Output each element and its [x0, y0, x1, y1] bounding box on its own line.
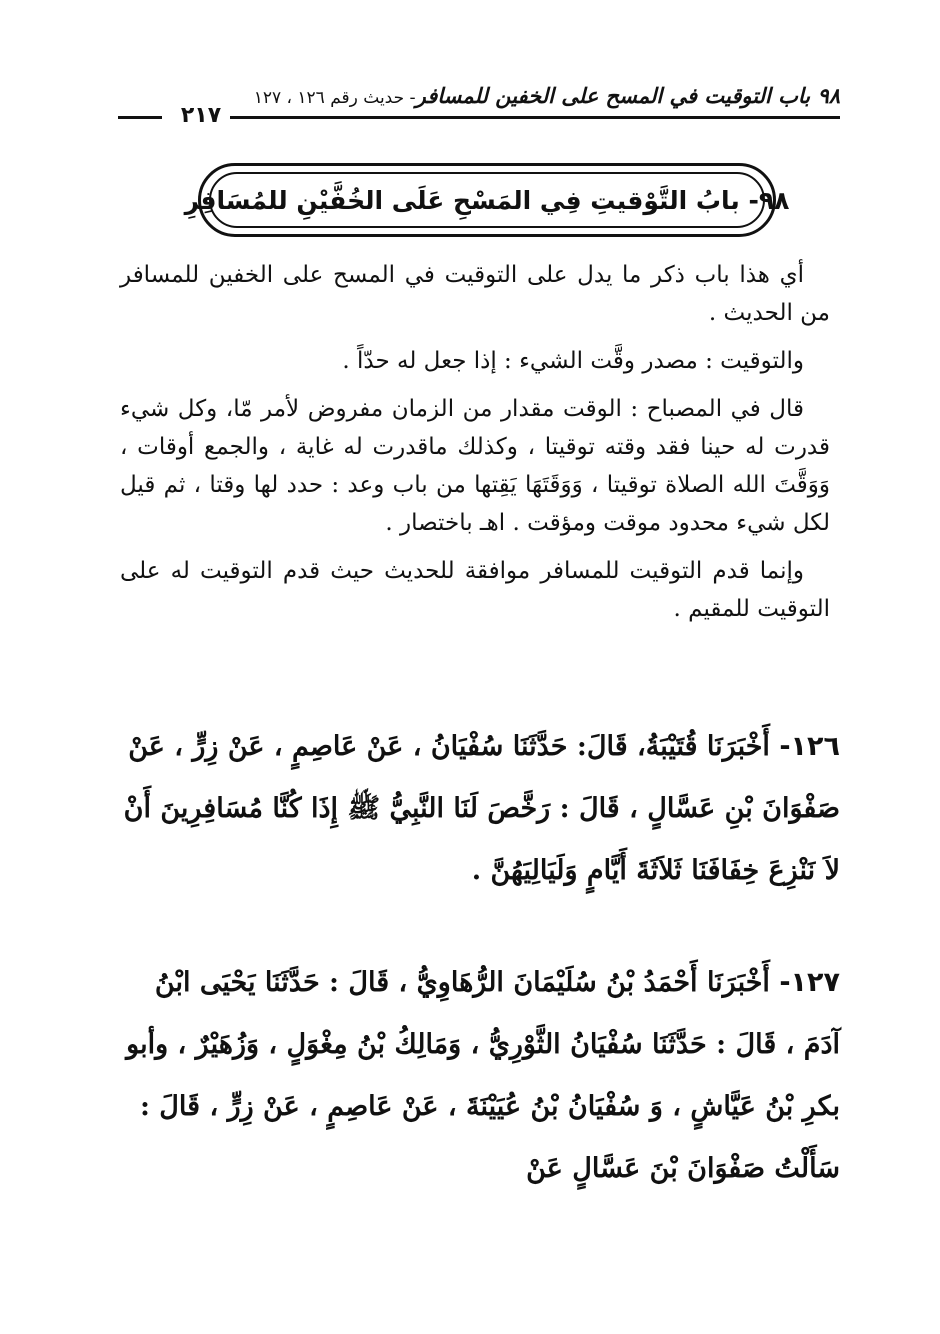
chapter-title: ٩٨- بابُ التَّوْقيتِ فِي المَسْحِ عَلَى الخُفَّيْنِ للمُسَافِرِ: [209, 172, 765, 228]
header-rule: [230, 116, 840, 119]
hadith-text: أَخْبَرَنَا قُتَيْبَةُ، قَالَ: حَدَّثَنَا سُفْيَانُ ، عَنْ عَاصِمٍ ، عَنْ زِرٍّ ، عَنْ صَفْوَانَ بْنِ عَسَّالٍ ، قَالَ : رَخَّصَ لَنَا النَّبِيُّ ﷺ إِذَا كُنَّا مُسَافِرِينَ أَنْ لاَ نَنْزِعَ خِفَافَنَا ثَلاَثَةَ أَيَّامٍ وَلَيَالِيَهُنَّ .: [123, 731, 840, 886]
commentary-paragraph: قال في المصباح : الوقت مقدار من الزمان مفروض لأمر مّا، وكل شيء قدرت له حينا فقد وقته توقيتا ، وكذلك ماقدرت له غاية ، والجمع أوقات ، وَوَقَّتَ الله الصلاة توقيتا ، وَوَقَتَهَا يَقِتها من باب وعد : حدد لها وقتا ، ثم قيل لكل شيء محدود موقت ومؤقت . اهـ باختصار .: [120, 396, 830, 536]
header-rule-short: [118, 116, 162, 119]
chapter-title-box: [184, 163, 790, 237]
hadith-number: ١٢٦-: [779, 731, 840, 762]
hadith-number: ١٢٧-: [779, 967, 840, 998]
hadith-text: أَخْبَرَنَا أَحْمَدُ بْنُ سُلَيْمَانَ الرُّهَاوِيُّ ، قَالَ : حَدَّثَنَا يَحْيَى ابْنُ آدَمَ ، قَالَ : حَدَّثَنَا سُفْيَانُ الثَّوْرِيُّ ، وَمَالِكُ بْنُ مِغْوَلٍ ، وَزُهَيْرٌ ، وأبو بكرِ بْنُ عَيَّاشٍ ، وَ سُفْيَانُ بْنُ عُيَيْنَةَ ، عَنْ عَاصِمٍ ، عَنْ زِرٍّ ، قَالَ : سَأَلْتُ صَفْوَانَ بْنَ عَسَّالٍ عَنْ: [126, 967, 840, 1184]
hadith-126: [120, 716, 840, 902]
running-header-title: ٩٨ باب التوقيت في المسح على الخفين للمسافر: [415, 84, 840, 108]
commentary-section: [120, 256, 830, 628]
running-header-subtitle: - حديث رقم ١٢٦ ، ١٢٧: [253, 88, 416, 108]
commentary-paragraph: أي هذا باب ذكر ما يدل على التوقيت في المسح على الخفين للمسافر من الحديث .: [120, 262, 830, 326]
commentary-paragraph: والتوقيت : مصدر وقَّت الشيء : إذا جعل له حدّاً .: [342, 348, 804, 374]
commentary-paragraph: وإنما قدم التوقيت للمسافر موافقة للحديث حيث قدم التوقيت له على التوقيت للمقيم .: [120, 558, 830, 622]
hadith-127: [120, 952, 840, 1200]
running-header: [240, 76, 840, 116]
page-number: ٢١٧: [180, 103, 222, 128]
